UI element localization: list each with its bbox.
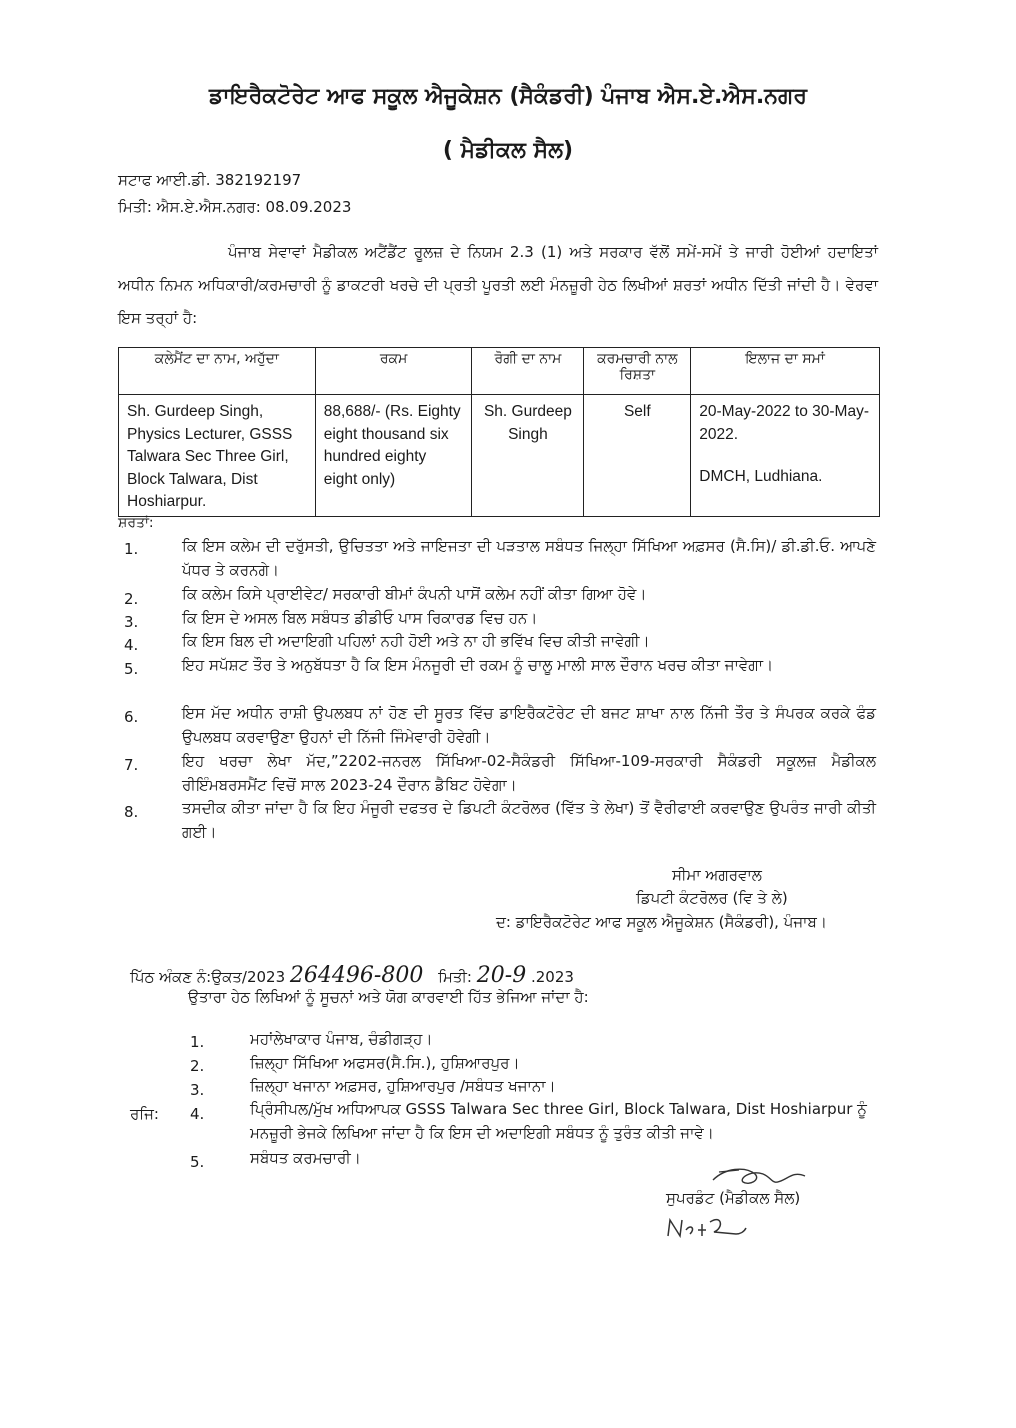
intro-paragraph [118,236,878,335]
distribution-text: ਜ਼ਿਲ੍ਹਾ ਖਜਾਨਾ ਅਫ਼ਸਰ, ਹੁਸ਼ਿਆਰਪੁਰ /ਸਬੰਧਤ ਖਜਾਨਾ। [250,1077,556,1095]
endorsement-year: .2023 [530,968,574,986]
table-row [119,395,880,517]
distribution-number: 1. [190,1033,205,1051]
condition-number: 6. [124,708,139,726]
header-period: ਇਲਾਜ ਦਾ ਸਮਾਂ [691,348,880,395]
distribution-number: 2. [190,1057,205,1075]
conditions-label: ਸ਼ਰਤਾਂ: [118,515,154,531]
table-header-row [119,348,880,395]
endorsement-prefix: ਪਿੱਠ ਅੰਕਣ ਨੰ:ਉਕਤ/2023 [130,968,286,986]
cell-amount: 88,688/- (Rs. Eighty eight thousand six hundred eighty eight only) [315,395,472,517]
header-amount: ਰਕਮ [315,348,472,395]
condition-number: 2. [124,590,139,608]
cell-period [691,395,880,517]
distribution-number: 5. [190,1153,205,1171]
condition-text: ਇਹ ਖਰਚਾ ਲੇਖਾ ਮੱਦ,”2202-ਜਨਰਲ ਸਿੱਖਿਆ-02-ਸੈਕੰਡਰੀ ਸਿੱਖਿਆ-109-ਸਰਕਾਰੀ ਸੈਕੰਡਰੀ ਸਕੂਲਜ਼ ਮੈਡੀਕਲ ਰੀਇੰਮਬਰਸਮੈਂਟ ਵਿਚੋਂ ਸਾਲ 2023-24 ਦੌਰਾਨ ਡੈਬਿਟ ਹੋਵੇਗਾ। [182,752,876,794]
distribution-number: 3. [190,1081,205,1099]
header-claimant: ਕਲੇਮੈਂਟ ਦਾ ਨਾਮ, ਅਹੁੱਦਾ [119,348,316,395]
signatory-office: ਦ: ਡਾਇਰੈਕਟੋਰੇਟ ਆਫ ਸਕੂਲ ਐਜੂਕੇਸ਼ਨ (ਸੈਕੰਡਰੀ), ਪੰਜਾਬ। [496,913,827,931]
condition-number: 8. [124,803,139,821]
handwritten-endorsement-number: 264496-800 [289,963,424,988]
condition-text: ਕਿ ਇਸ ਬਿਲ ਦੀ ਅਦਾਇਗੀ ਪਹਿਲਾਂ ਨਹੀ ਹੋਈ ਅਤੇ ਨਾ ਹੀ ਭਵਿੱਖ ਵਿਚ ਕੀਤੀ ਜਾਵੇਗੀ। [182,632,650,650]
condition-number: 4. [124,636,139,654]
signatory-name: ਸੀਮਾ ਅਗਰਵਾਲ [672,866,762,884]
treatment-period: 20-May-2022 to 30-May-2022. [699,403,869,443]
header-relation: ਕਰਮਚਾਰੀ ਨਾਲ ਰਿਸ਼ਤਾ [584,348,691,395]
initials-scribble [662,1210,752,1244]
superintendent-title: ਸੁਪਰਡੰਟ (ਮੈਡੀਕਲ ਸੈਲ) [666,1189,801,1207]
distribution-text: ਮਹਾਂਲੇਖਾਕਾਰ ਪੰਜਾਬ, ਚੰਡੀਗੜ੍ਹ। [250,1030,433,1048]
intro-text: ਪੰਜਾਬ ਸੇਵਾਵਾਂ ਮੈਡੀਕਲ ਅਟੈਂਡੈਂਟ ਰੂਲਜ਼ ਦੇ ਨਿਯਮ 2.3 (1) ਅਤੇ ਸਰਕਾਰ ਵੱਲੋਂ ਸਮੇਂ-ਸਮੇਂ ਤੇ ਜਾਰੀ ਹੋਈਆਂ ਹਦਾਇਤਾਂ ਅਧੀਨ ਨਿਮਨ ਅਧਿਕਾਰੀ/ਕਰਮਚਾਰੀ ਨੂੰ ਡਾਕਟਰੀ ਖਰਚੇ ਦੀ ਪ੍ਰਤੀ ਪੂਰਤੀ ਲਈ ਮੰਨਜ਼ੂਰੀ ਹੇਠ ਲਿਖੀਆਂ ਸ਼ਰਤਾਂ ਅਧੀਨ ਦਿੱਤੀ ਜਾਂਦੀ ਹੈ। ਵੇਰਵਾ ਇਸ ਤਰ੍ਹਾਂ ਹੈ: [118,243,878,327]
cell-claimant: Sh. Gurdeep Singh, Physics Lecturer, GSSS Talwara Sec Three Girl, Block Talwara, Dist Hoshiarpur. [119,395,316,517]
condition-number: 3. [124,613,139,631]
distribution-text: ਜ਼ਿਲ੍ਹਾ ਸਿੱਖਿਆ ਅਫਸਰ(ਸੈ.ਸਿ.), ਹੁਸ਼ਿਆਰਪੁਰ। [250,1054,520,1072]
header-patient: ਰੋਗੀ ਦਾ ਨਾਮ [472,348,584,395]
distribution-text: ਪ੍ਰਿੰਸੀਪਲ/ਮੁੱਖ ਅਧਿਆਪਕ GSSS Talwara Sec three Girl, Block Talwara, Dist Hoshiarpur ਨੂੰ ਮਨਜ਼ੂਰੀ ਭੇਜਕੇ ਲਿਖਿਆ ਜਾਂਦਾ ਹੈ ਕਿ ਇਸ ਦੀ ਅਦਾਇਗੀ ਸਬੰਧਤ ਨੂੰ ਤੁਰੰਤ ਕੀਤੀ ਜਾਵੇ। [250,1100,867,1142]
claim-table [118,347,880,517]
distribution-text: ਸਬੰਧਤ ਕਰਮਚਾਰੀ। [250,1149,361,1167]
condition-text: ਇਹ ਸਪੱਸ਼ਟ ਤੌਰ ਤੇ ਅਨੁਬੱਧਤਾ ਹੈ ਕਿ ਇਸ ਮੰਨਜੂਰੀ ਦੀ ਰਕਮ ਨੂੰ ਚਾਲੂ ਮਾਲੀ ਸਾਲ ਦੌਰਾਨ ਖਰਚ ਕੀਤਾ ਜਾਵੇਗਾ। [182,656,774,674]
condition-number: 1. [124,540,139,558]
registered-label: ਰਜਿ: [130,1105,159,1123]
condition-text: ਕਿ ਕਲੇਮ ਕਿਸੇ ਪ੍ਰਾਈਵੇਟ/ ਸਰਕਾਰੀ ਬੀਮਾਂ ਕੰਪਨੀ ਪਾਸੋਂ ਕਲੇਮ ਨਹੀਂ ਕੀਤਾ ਗਿਆ ਹੋਵੇ। [182,585,647,603]
page-title: ਡਾਇਰੈਕਟੋਰੇਟ ਆਫ ਸਕੂਲ ਐਜੂਕੇਸ਼ਨ (ਸੈਕੰਡਰੀ) ਪੰਜਾਬ ਐਸ.ਏ.ਐਸ.ਨਗਰ [209,84,807,109]
condition-number: 5. [124,660,139,678]
signatory-designation: ਡਿਪਟੀ ਕੰਟਰੋਲਰ (ਵਿ ਤੇ ਲੇ) [636,889,788,907]
condition-text: ਕਿ ਇਸ ਦੇ ਅਸਲ ਬਿਲ ਸਬੰਧਤ ਡੀਡੀਓ ਪਾਸ ਰਿਕਾਰਡ ਵਿਚ ਹਨ। [182,609,538,627]
endorsement-intro: ਉਤਾਰਾ ਹੇਠ ਲਿਖਿਆਂ ਨੂੰ ਸੂਚਨਾਂ ਅਤੇ ਯੋਗ ਕਾਰਵਾਈ ਹਿੱਤ ਭੇਜਿਆ ਜਾਂਦਾ ਹੈ: [188,988,589,1006]
condition-text: ਇਸ ਮੱਦ ਅਧੀਨ ਰਾਸ਼ੀ ਉਪਲਬਧ ਨਾਂ ਹੋਣ ਦੀ ਸੂਰਤ ਵਿੱਚ ਡਾਇਰੈਕਟੋਰੇਟ ਦੀ ਬਜਟ ਸ਼ਾਖਾ ਨਾਲ ਨਿੱਜੀ ਤੌਰ ਤੇ ਸੰਪਰਕ ਕਰਕੇ ਫੰਡ ਉਪਲਬਧ ਕਰਵਾਉਣਾ ਉਹਨਾਂ ਦੀ ਨਿੱਜੀ ਜਿੰਮੇਵਾਰੀ ਹੋਵੇਗੀ। [182,704,876,746]
page-subtitle: ( ਮੈਡੀਕਲ ਸੈਲ) [442,138,574,163]
distribution-number: 4. [190,1105,205,1123]
cell-patient: Sh. Gurdeep Singh [472,395,584,517]
issue-date: ਮਿਤੀ: ਐਸ.ਏ.ਐਸ.ਨਗਰ: 08.09.2023 [118,198,352,216]
condition-text: ਤਸਦੀਕ ਕੀਤਾ ਜਾਂਦਾ ਹੈ ਕਿ ਇਹ ਮੰਜੂਰੀ ਦਫਤਰ ਦੇ ਡਿਪਟੀ ਕੰਟਰੋਲਰ (ਵਿੱਤ ਤੇ ਲੇਖਾ) ਤੋਂ ਵੈਰੀਫਾਈ ਕਰਵਾਉਣ ਉਪਰੰਤ ਜਾਰੀ ਕੀਤੀ ਗਈ। [182,799,876,841]
hospital-name: DMCH, Ludhiana. [699,468,823,485]
handwritten-endorsement-date: 20-9 [476,963,527,988]
cell-relation: Self [584,395,691,517]
staff-id: ਸਟਾਫ ਆਈ.ਡੀ. 382192197 [118,171,302,189]
condition-number: 7. [124,756,139,774]
condition-text: ਕਿ ਇਸ ਕਲੇਮ ਦੀ ਦਰੁੱਸਤੀ, ਉਚਿਤਤਾ ਅਤੇ ਜਾਇਜਤਾ ਦੀ ਪੜਤਾਲ ਸਬੰਧਤ ਜਿਲ੍ਹਾ ਸਿੱਖਿਆ ਅਫ਼ਸਰ (ਸੈ.ਸਿ)/ ਡੀ.ਡੀ.ਓ. ਆਪਣੇ ਪੱਧਰ ਤੇ ਕਰਨਗੇ। [182,537,876,579]
endorsement-date-label: ਮਿਤੀ: [438,968,472,986]
endorsement-line [130,963,574,988]
